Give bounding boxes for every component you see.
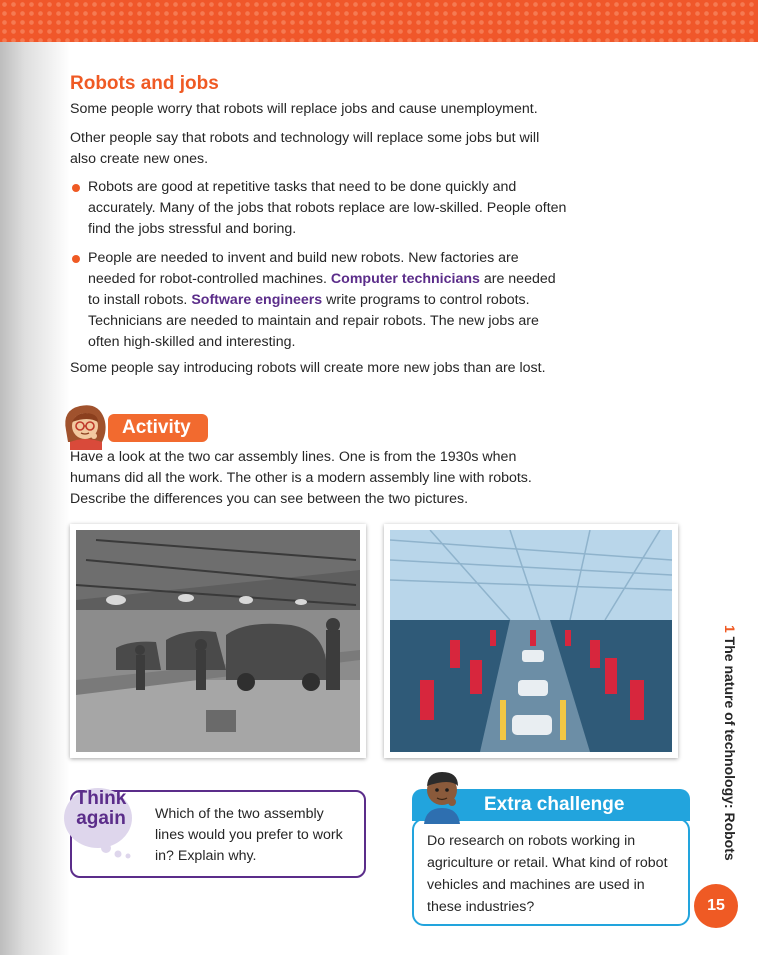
- activity-label: Activity: [122, 417, 191, 438]
- activity-badge: [108, 414, 208, 442]
- extra-challenge-text: Do research on robots working in agriculture or retail. What kind of robot vehicles and machines are used in these industries?: [427, 833, 668, 915]
- activity-text: Have a look at the two car assembly lines. One is from the 1930s when humans did all the work. The other is a modern assembly line with robots. Describe the differences you can see between the two pictures.: [70, 449, 532, 507]
- intro-paragraph-1: Some people worry that robots will replace jobs and cause unemployment.: [70, 101, 538, 117]
- photo-modern-robot-assembly-line: [384, 524, 678, 758]
- page-number: 15: [694, 884, 738, 928]
- intro-paragraph-2: Other people say that robots and technology will replace some jobs but will also create new ones.: [70, 130, 540, 167]
- chapter-side-label: [722, 625, 738, 861]
- modern-robot-factory-image: [390, 530, 672, 752]
- bullet-dot-icon: [72, 255, 80, 263]
- girl-character-icon: [58, 400, 118, 450]
- bullet-dot-icon: [72, 184, 80, 192]
- bullet-point-2: [70, 248, 568, 353]
- top-decorative-band: [0, 0, 758, 42]
- closing-paragraph: Some people say introducing robots will create more new jobs than are lost.: [70, 360, 546, 376]
- think-again-label-line-1: Think: [75, 788, 127, 809]
- extra-challenge-label: Extra challenge: [484, 794, 625, 815]
- think-again-label-line-2: again: [76, 808, 126, 829]
- photo-1930s-assembly-line: [70, 524, 366, 758]
- bullet-2-text-part-3: write programs to control robots. Technicians are needed to maintain and repair robots. The new jobs are often high-skilled and interesting.: [88, 292, 539, 350]
- bullet-1-text: Robots are good at repetitive tasks that need to be done quickly and accurately. Many of the jobs that robots replace are low-skilled. People often find the jobs stressful and boring.: [88, 179, 567, 237]
- term-software-engineers: Software engineers: [191, 292, 323, 308]
- think-again-label: [68, 789, 134, 829]
- bullet-2-text-part-2: are needed to install robots.: [88, 271, 556, 308]
- section-heading: Robots and jobs: [70, 73, 219, 94]
- bullet-2-text-part-1: People are needed to invent and build new robots. New factories are needed for robot-controlled machines.: [88, 250, 519, 287]
- think-again-text: Which of the two assembly lines would you prefer to work in? Explain why.: [155, 806, 343, 864]
- vintage-assembly-line-image: [76, 530, 360, 752]
- term-computer-technicians: Computer technicians: [330, 271, 480, 287]
- chapter-number: 1: [722, 625, 738, 633]
- boy-character-icon: [418, 768, 468, 824]
- chapter-title: The nature of technology: Robots: [722, 632, 738, 861]
- bullet-point-1: [70, 177, 568, 240]
